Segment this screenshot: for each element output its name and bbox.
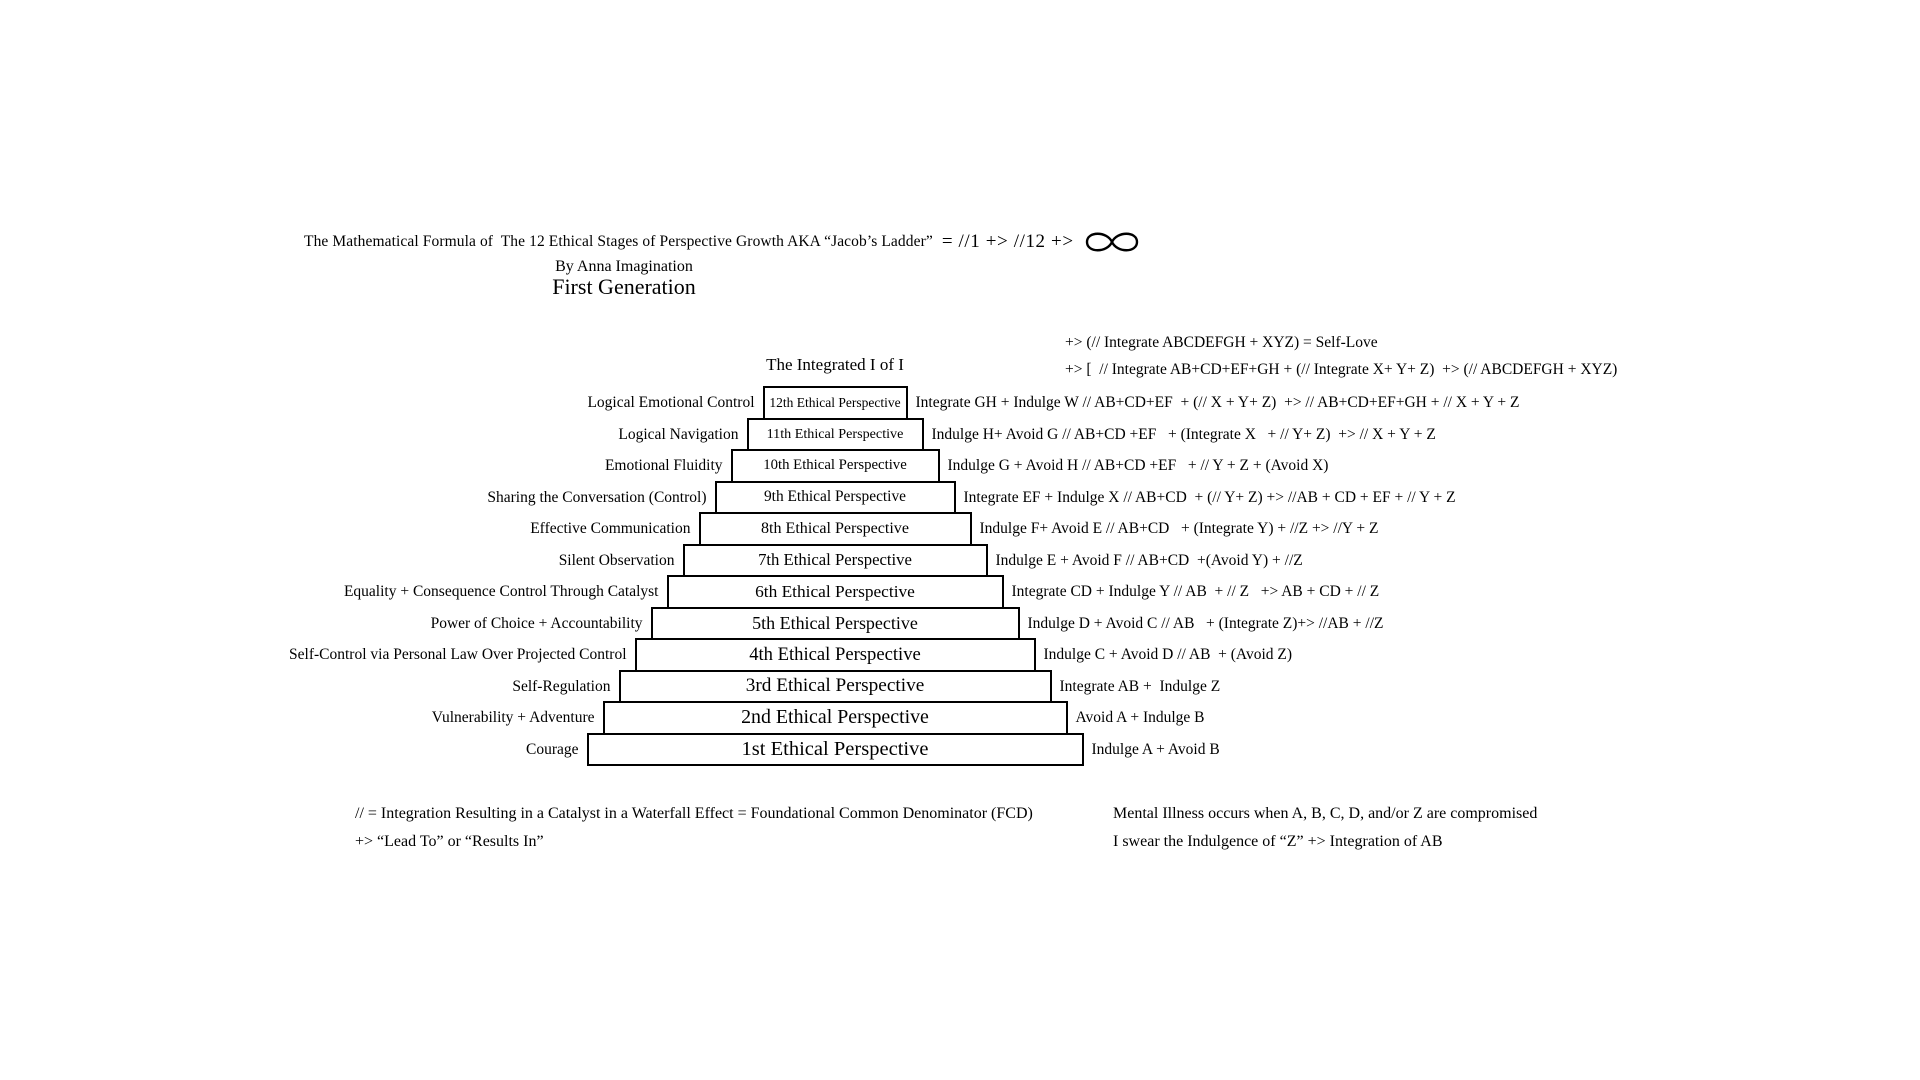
- stage-box-label: 11th Ethical Perspective: [766, 425, 904, 442]
- apex-formula-line1: +> (// Integrate ABCDEFGH + XYZ) = Self-Love: [1065, 334, 1378, 351]
- stage-left-label: Self-Regulation: [512, 677, 611, 695]
- stage-formula: Indulge D + Avoid C // AB + (Integrate Z)+> //AB + //Z: [1027, 614, 1384, 632]
- legend-mental-illness-note: Mental Illness occurs when A, B, C, D, and/or Z are compromised: [1113, 805, 1538, 822]
- stage-left-label: Logical Navigation: [618, 425, 739, 443]
- stage-box-label: 6th Ethical Perspective: [755, 581, 915, 601]
- stage-formula: Indulge A + Avoid B: [1091, 740, 1220, 758]
- stage-formula: Indulge H+ Avoid G // AB+CD +EF + (Integrate X + // Y+ Z) +> // X + Y + Z: [931, 425, 1436, 443]
- stage-left-label: Logical Emotional Control: [587, 394, 755, 411]
- stage-formula: Integrate CD + Indulge Y // AB + // Z +> AB + CD + // Z: [1011, 583, 1380, 600]
- stage-box: [651, 607, 1020, 641]
- stage-box-label: 7th Ethical Perspective: [758, 550, 912, 570]
- stage-box-label: 9th Ethical Perspective: [763, 488, 907, 506]
- stage-box: [587, 733, 1084, 767]
- stage-left-label: Self-Control via Personal Law Over Projected Control: [289, 646, 627, 663]
- page-title: The Mathematical Formula of The 12 Ethical Stages of Perspective Growth AKA “Jacob’s Ladder”: [304, 233, 933, 250]
- stage-formula: Integrate GH + Indulge W // AB+CD+EF + (// X + Y+ Z) +> // AB+CD+EF+GH + // X + Y + Z: [915, 394, 1520, 411]
- stage-box: [683, 544, 988, 578]
- stage-left-label: Vulnerability + Adventure: [431, 709, 595, 726]
- stage-left-label: Effective Communication: [530, 520, 691, 537]
- stage-formula: Integrate AB + Indulge Z: [1059, 677, 1221, 695]
- stage-left-label: Power of Choice + Accountability: [430, 614, 643, 632]
- stage-left-label: Emotional Fluidity: [604, 457, 723, 474]
- stage-left-label: Equality + Consequence Control Through Catalyst: [343, 583, 659, 600]
- stage-box: [763, 386, 908, 420]
- stage-box: [699, 512, 972, 546]
- byline: By Anna Imagination: [555, 258, 693, 275]
- stage-box-label: 10th Ethical Perspective: [763, 457, 907, 474]
- apex-formula-line2: +> [ // Integrate AB+CD+EF+GH + (// Integrate X+ Y+ Z) +> (// ABCDEFGH + XYZ): [1065, 361, 1618, 378]
- stage-formula: Integrate EF + Indulge X // AB+CD + (// Y+ Z) +> //AB + CD + EF + // Y + Z: [963, 488, 1456, 506]
- title-formula: = //1 +> //12 +>: [941, 231, 1074, 252]
- stage-box: [603, 701, 1068, 735]
- legend-indulgence-note: I swear the Indulgence of “Z” +> Integration of AB: [1113, 833, 1443, 850]
- stage-box: [731, 449, 940, 483]
- stage-box: [715, 481, 956, 515]
- stage-left-label: Courage: [525, 740, 579, 758]
- stage-box-label: 4th Ethical Perspective: [749, 643, 921, 665]
- legend-leadto-definition: +> “Lead To” or “Results In”: [355, 833, 544, 850]
- infinity-icon: [1083, 229, 1141, 255]
- title-line: [304, 227, 1141, 257]
- stage-box: [667, 575, 1004, 609]
- stage-box-label: 12th Ethical Perspective: [769, 394, 901, 410]
- legend-integration-definition: // = Integration Resulting in a Catalyst in a Waterfall Effect = Foundational Common Denominator (FCD): [355, 805, 1033, 822]
- stage-box: [619, 670, 1052, 704]
- stage-formula: Indulge C + Avoid D // AB + (Avoid Z): [1043, 646, 1293, 663]
- stage-box-label: 2nd Ethical Perspective: [741, 706, 929, 729]
- stage-box-label: 3rd Ethical Perspective: [745, 675, 925, 697]
- stage-formula: Indulge E + Avoid F // AB+CD +(Avoid Y) + //Z: [995, 551, 1303, 569]
- stage-box: [635, 638, 1036, 672]
- stage-formula: Indulge F+ Avoid E // AB+CD + (Integrate Y) + //Z +> //Y + Z: [979, 520, 1379, 537]
- stage-left-label: Silent Observation: [558, 551, 675, 569]
- stage-formula: Indulge G + Avoid H // AB+CD +EF + // Y + Z + (Avoid X): [947, 457, 1329, 474]
- stage-box-label: 8th Ethical Perspective: [761, 519, 909, 537]
- stage-left-label: Sharing the Conversation (Control): [487, 488, 707, 506]
- stage-box-label: 5th Ethical Perspective: [752, 612, 918, 633]
- apex-label: The Integrated I of I: [766, 355, 904, 374]
- stage-box-label: 1st Ethical Perspective: [741, 737, 929, 760]
- stage-box: [747, 418, 924, 452]
- stage-formula: Avoid A + Indulge B: [1075, 709, 1205, 726]
- generation-subtitle: First Generation: [552, 274, 696, 299]
